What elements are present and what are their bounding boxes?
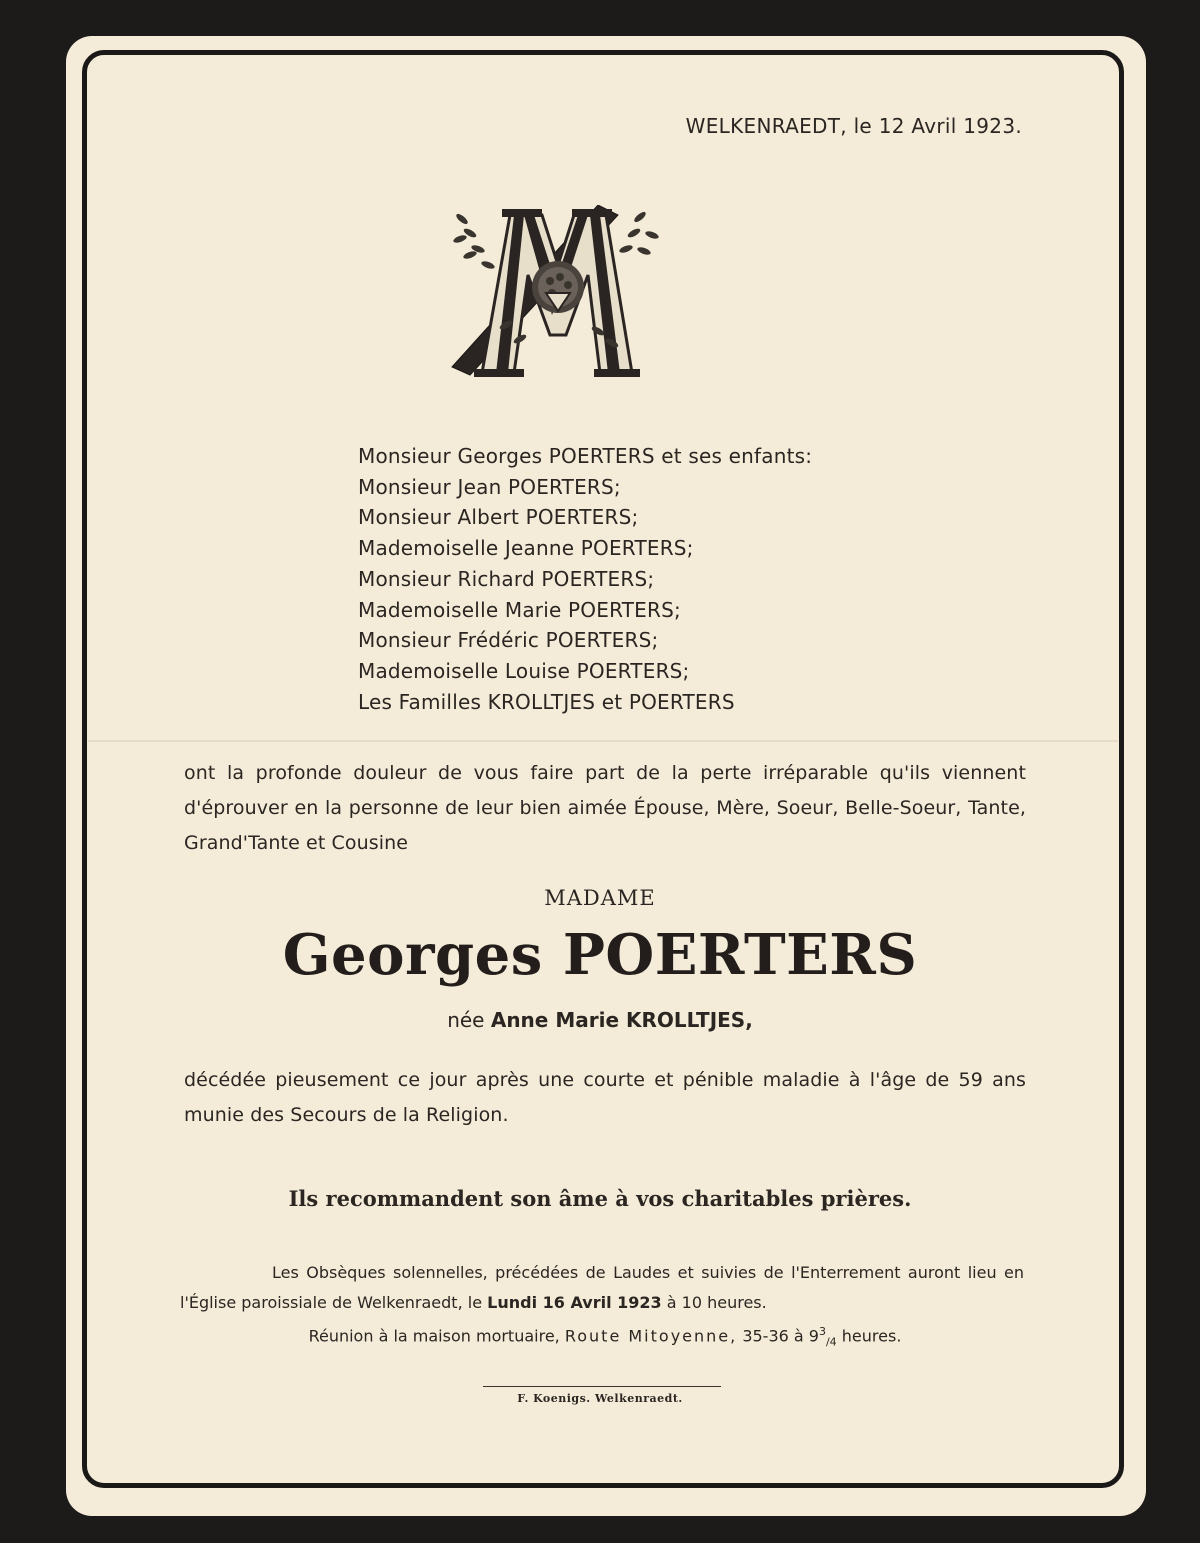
deceased-details: décédée pieusement ce jour après une courte et pénible maladie à l'âge de 59 ans munie des Secours de la Religion. [184,1069,1026,1126]
funeral-details [180,1258,1024,1318]
funeral-text: Les Obsèques solennelles, précédées de Laudes et suivies de l'Enterrement auront lieu en l'Église paroissiale de Welkenraedt, le [180,1263,1024,1312]
family-member: Monsieur Albert POERTERS; [358,505,639,530]
family-member: Mademoiselle Louise POERTERS; [358,658,690,683]
reunion-sup: 3 [818,1325,826,1338]
fold-crease [88,740,1118,742]
reunion-line [0,1325,1200,1349]
maiden-name-line [0,1008,1200,1032]
reunion-text: Réunion à la maison mortuaire, [308,1326,560,1346]
reunion-numbers: 35-36 à 9 [742,1326,819,1346]
reunion-hours: heures. [841,1326,902,1346]
funeral-time: à 10 heures. [666,1293,767,1312]
maiden-name: Anne Marie KROLLTJES, [490,1008,753,1032]
family-member: Mademoiselle Jeanne POERTERS; [358,536,694,561]
family-member: Monsieur Jean POERTERS; [358,474,621,499]
reunion-address: Route Mitoyenne, [564,1326,738,1346]
announcement-paragraph: ont la profonde douleur de vous faire part de la perte irréparable qu'ils viennent d'éprouver en la personne de leur bien aimée Épouse, Mère, Soeur, Belle-Soeur, Tante, Grand'Tante et Cousine [184,762,1026,854]
printer-credit: F. Koenigs. Welkenraedt. [517,1392,683,1405]
prayer-line: Ils recommandent son âme à vos charitables prières. [288,1186,912,1211]
reunion-sub: /4 [825,1335,837,1349]
nee-prefix: née [447,1008,485,1032]
family-member: Monsieur Richard POERTERS; [358,566,655,591]
family-list [358,441,812,717]
printer-divider [483,1386,721,1387]
family-member: Monsieur Georges POERTERS et ses enfants: [358,444,813,468]
monogram-emblem-icon [448,205,668,381]
family-member: Mademoiselle Marie POERTERS; [358,597,681,622]
family-member: Monsieur Frédéric POERTERS; [358,628,659,653]
family-member: Les Familles KROLLTJES et POERTERS [358,689,735,714]
deceased-title: MADAME [544,886,656,910]
funeral-date: Lundi 16 Avril 1923 [487,1293,662,1312]
dateline: WELKENRAEDT, le 12 Avril 1923. [685,114,1022,138]
deceased-name: Georges POERTERS [282,922,918,988]
